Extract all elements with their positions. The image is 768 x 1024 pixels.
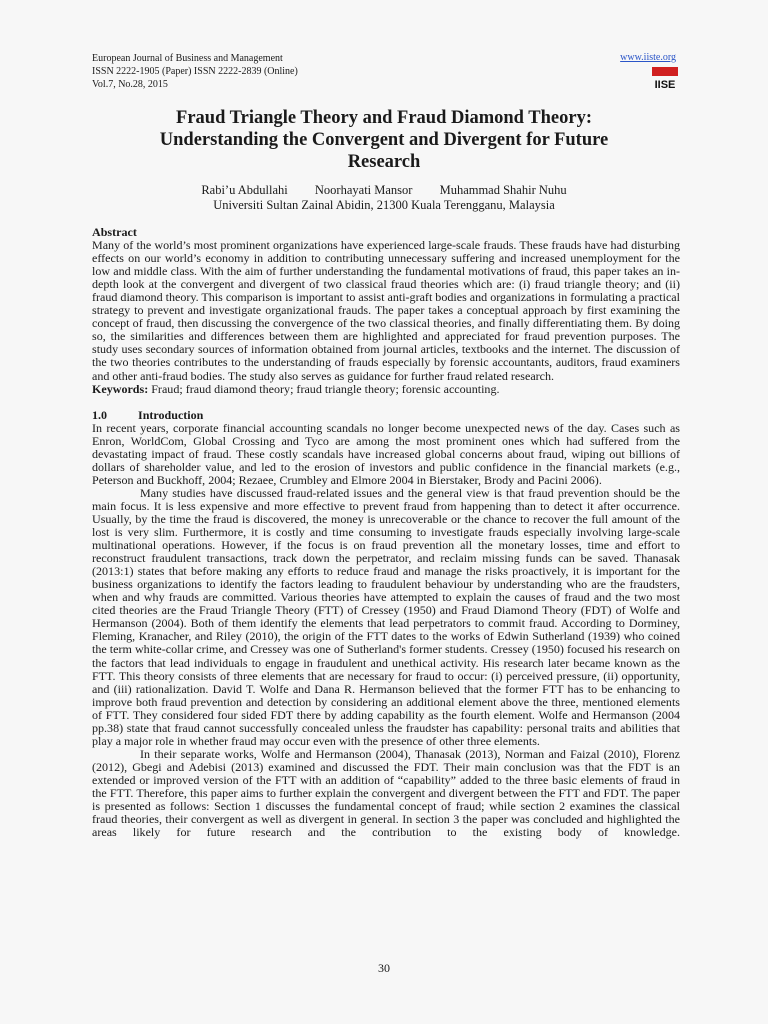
- logo-text: IISE: [654, 79, 676, 91]
- title-line-1: Fraud Triangle Theory and Fraud Diamond Theory:: [176, 108, 592, 128]
- section-heading: [92, 409, 680, 422]
- journal-header: [92, 52, 298, 91]
- author-names: [92, 183, 676, 198]
- authors-block: [92, 183, 676, 213]
- journal-name: European Journal of Business and Management: [92, 53, 283, 64]
- journal-volume: Vol.7, No.28, 2015: [92, 79, 168, 90]
- title-line-2: Understanding the Convergent and Divergent for Future: [159, 130, 609, 150]
- author-affiliation: Universiti Sultan Zainal Abidin, 21300 Kuala Terengganu, Malaysia: [213, 198, 555, 212]
- journal-website-link[interactable]: www.iiste.org: [620, 52, 676, 63]
- author-name: Noorhayati Mansor: [314, 183, 413, 197]
- intro-paragraph-1: In recent years, corporate financial accounting scandals no longer become unexpected news of the day. Cases such as Enron, WorldCom, Global Crossing and Tyco are among the most prominent ones which had suffered from the devastating impact of fraud. These costly scandals have increased global concerns about fraud, wiping out billions of dollars of shareholder value, and led to the erosion of investors and public confidence in the financial markets (e.g., Peterson and Buckhoff, 2004; Rezaee, Crumbley and Elmore 2004 in Bierstaker, Brody and Pacini 2006).: [92, 420, 680, 487]
- paper-body: [92, 226, 680, 839]
- keywords-label: Keywords:: [92, 381, 149, 396]
- intro-paragraph-3: In their separate works, Wolfe and Hermanson (2004), Thanasak (2013), Norman and Faizal (2010), Florenz (2012), Gbegi and Adebisi (2013) examined and discussed the FDT. Their main conclusion was that the FDT is an extended or improved version of the FTT with an addition of “capability” added to the three basic elements of fraud in the FTT. Therefore, this paper aims to further explain the convergent and divergent between the FTT and FDT. The paper is presented as follows: Section 1 discusses the fundamental concept of fraud; while section 2 examines the classical fraud theories, their convergent as well as divergent in general. In section 3 the paper was concluded and highlighted the areas likely for future research and the contribution to the existing body of knowledge.: [92, 746, 680, 840]
- abstract-heading: Abstract: [92, 225, 137, 239]
- page-number: 30: [378, 961, 390, 975]
- author-name: Muhammad Shahir Nuhu: [439, 183, 567, 197]
- iiste-logo-icon: [652, 67, 678, 91]
- title-line-3: Research: [347, 152, 421, 172]
- paper-title: [92, 107, 676, 173]
- author-name: Rabi’u Abdullahi: [201, 183, 288, 197]
- keywords-text: Fraud; fraud diamond theory; fraud triangle theory; forensic accounting.: [151, 381, 500, 396]
- section-title: Introduction: [138, 407, 204, 422]
- section-number: 1.0: [92, 407, 108, 422]
- intro-paragraph-2: Many studies have discussed fraud-related issues and the general view is that fraud prevention should be the main focus. It is less expensive and more effective to prevent fraud from happening than to detect it after occurrence. Usually, by the time the fraud is discovered, the money is unrecoverable or the chance to recover the full amount of the lost is very slim. Furthermore, it is costly and time consuming to investigate frauds especially involving large-scale multinational operations. However, if the focus is on fraud prevention all the monetary losses, time and effort to reconstruct fraudulent transactions, track down the perpetrator, and reclaim missing funds can be saved. Thanasak (2013:1) states that before making any efforts to reduce fraud and manage the risks proactively, it is important for the business organizations to identify the factors leading to fraudulent behaviour by understanding who are the fraudsters, when and why frauds are committed. Various theories have attempted to explain the causes of fraud and the two most cited theories are the Fraud Triangle Theory (FTT) of Cressey (1950) and Fraud Diamond Theory (FDT) of Wolfe and Hermanson (2004). Both of them identify the elements that lead perpetrators to commit fraud. According to Dorminey, Fleming, Kranacher, and Riley (2010), the origin of the FTT dates to the works of Edwin Sutherland (1939) who coined the term white-collar crime, and Cressey was one of Sutherland's former students. Cressey (1950) focused his research on the factors that lead individuals to engage in fraudulent and unethical activity. His research later became known as the FTT. This theory consists of three elements that are necessary for fraud to occur: (i) perceived pressure, (ii) opportunity, and (iii) rationalization. David T. Wolfe and Dana R. Hermanson believed that the former FTT has to be enhancing to improve both fraud prevention and detection by considering an additional element above the three, mentioned elements of FTT. They considered four sided FDT there by adding capability as the fourth element. Wolfe and Hermanson (2004 pp.38) state that fraud cannot successfully concealed unless the fraudster has capability: personal traits and abilities that play a major role in whether fraud may occur even with the presence of other three elements.: [92, 485, 680, 748]
- journal-issn: ISSN 2222-1905 (Paper) ISSN 2222-2839 (Online): [92, 66, 298, 77]
- abstract-text: Many of the world’s most prominent organizations have experienced large-scale frauds. These frauds have had disturbing effects on our world’s economy in addition to contributing unnecessary suffering and increased unemployment for the low and middle class. With the aim of further understanding the fundamental motivations of fraud, this paper takes an in-depth look at the convergent and divergent of two classical fraud theories which are: (i) fraud triangle theory; and (ii) fraud diamond theory. This comparison is important to assist anti-graft bodies and organizations in formulating a practical strategy to prevent and investigate organizational frauds. The paper takes a conceptual approach by first examining the concept of fraud, then discussing the convergence of the two classical theories, and finally differentiating them. By doing so, the similarities and differences between them are highlighted and appreciated for fraud prevention purposes. The study uses secondary sources of information obtained from journal articles, textbooks and the internet. The discussion of the two theories contributes to the understanding of frauds especially by forensic accountants, auditors, fraud examiners and other anti-fraud bodies. The study also serves as guidance for further fraud related research.: [92, 238, 680, 383]
- keywords-line: [92, 383, 680, 396]
